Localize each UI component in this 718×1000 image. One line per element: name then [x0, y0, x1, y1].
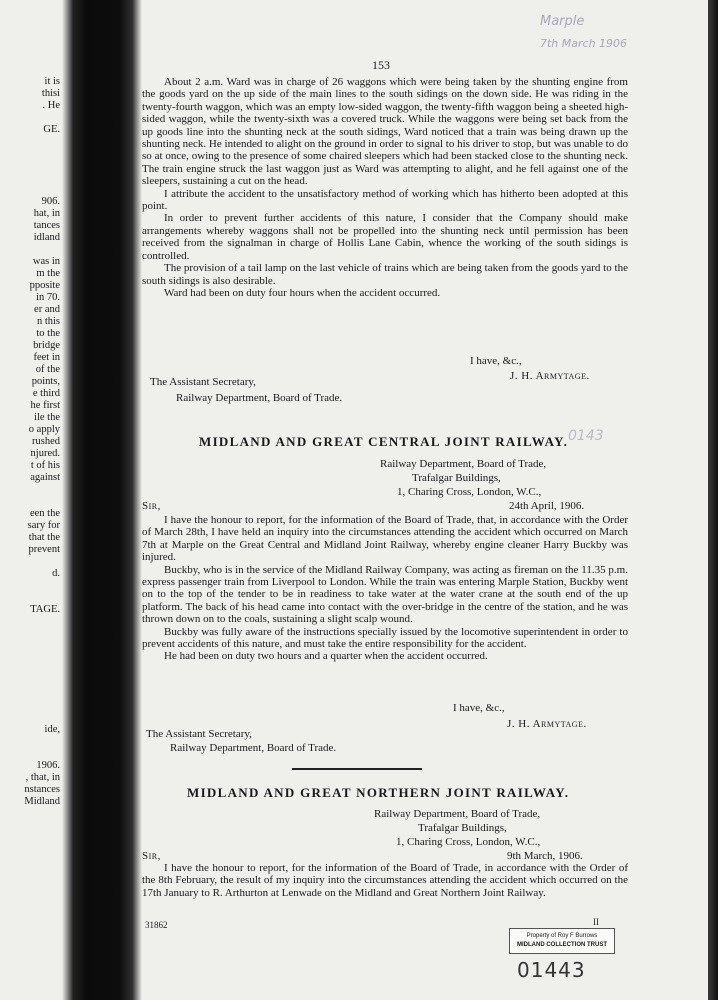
address-line: Railway Department, Board of Trade,: [380, 458, 547, 470]
paragraph: In order to prevent further accidents of this nature, I consider that the Company should make arrangements whereby waggons shall not be propelled into the shunting neck until permission has been received from the signalman in charge of Hollis Lane Cabin, whence the working of the south sidings is controlled.: [142, 212, 628, 262]
binding-shadow: [62, 0, 142, 1000]
margin-fragment: er and: [34, 304, 60, 315]
address-line: Trafalgar Buildings,: [412, 472, 501, 484]
paragraph: Ward had been on duty four hours when the accident occurred.: [164, 286, 441, 299]
margin-fragment: o apply: [28, 424, 60, 435]
stamp-line: Property of Roy F Burrows: [526, 933, 598, 939]
margin-fragment: [0, 640, 60, 652]
paragraph: Buckby was fully aware of the instructions specially issued by the locomotive superintendent in order to prevent accidents of this nature, and must take the entire responsibility for the accident.: [142, 625, 628, 651]
handwritten-place: Marple: [540, 14, 585, 29]
margin-fragment: [0, 676, 60, 688]
second-report-body: [142, 514, 628, 663]
margin-fragment: bridge: [33, 340, 60, 351]
margin-fragment: [0, 484, 60, 496]
section-heading: MIDLAND AND GREAT NORTHERN JOINT RAILWAY.: [187, 785, 570, 800]
margin-fragment: njured.: [30, 448, 60, 459]
salutation: Sir,: [142, 500, 161, 512]
margin-fragment: points,: [31, 376, 60, 387]
margin-fragment: Midland: [24, 796, 60, 807]
address-line: 1, Charing Cross, London, W.C.,: [397, 486, 542, 498]
margin-fragment: [0, 184, 60, 196]
addressee-title: The Assistant Secretary,: [146, 728, 252, 740]
printer-mark: 31862: [145, 920, 168, 930]
margin-fragment: [0, 580, 60, 592]
margin-fragment: sary for: [27, 520, 60, 531]
margin-fragment: pposite: [29, 280, 60, 291]
margin-fragment: n this: [36, 316, 60, 327]
margin-fragment: [0, 160, 60, 172]
third-report-body: [142, 862, 628, 899]
margin-fragment: 906.: [41, 196, 60, 207]
margin-fragment: nstances: [24, 784, 60, 795]
margin-fragment: [0, 496, 60, 508]
signature-mark: II: [593, 917, 599, 927]
closing: I have, &c.,: [470, 355, 522, 367]
page-edge: [708, 0, 718, 1000]
margin-fragment: . He: [42, 100, 60, 111]
address-line: 1, Charing Cross, London, W.C.,: [396, 836, 541, 848]
margin-fragment: [0, 628, 60, 640]
accession-number: 01443: [517, 958, 586, 982]
margin-fragment: een the: [29, 508, 60, 519]
handwritten-date: 7th March 1906: [540, 37, 628, 50]
margin-fragment: [0, 244, 60, 256]
paragraph: Buckby, who is in the service of the Midland Railway Company, was acting as fireman on the 11.35 p.m. express passenger train from Liverpool to London. While the train was entering Marple Station, Buckby went on to the top of the tender to be in readiness to take water at the water crane at the south end of the up platform. The back of his head came into contact with the over-bridge in the centre of the station, and he was thrown down on to the coals, sustaining a slight scalp wound.: [142, 563, 628, 626]
margin-fragment: [0, 148, 60, 160]
margin-fragment: GE.: [43, 124, 60, 135]
margin-fragment: [0, 112, 60, 124]
margin-fragment: [0, 700, 60, 712]
margin-fragment: he first: [30, 400, 60, 411]
signatory: J. H. Armytage.: [510, 370, 590, 382]
signatory: J. H. Armytage.: [507, 718, 587, 730]
addressee-title: The Assistant Secretary,: [150, 376, 256, 388]
margin-fragment: it is: [44, 76, 60, 87]
report-date: 24th April, 1906.: [509, 500, 585, 512]
margin-fragment: [0, 652, 60, 664]
margin-fragment: [0, 736, 60, 748]
margin-fragment: t of his: [30, 460, 60, 471]
margin-fragment: in 70.: [36, 292, 60, 303]
margin-fragment: tances: [33, 220, 60, 231]
report-date: 9th March, 1906.: [507, 850, 583, 862]
margin-fragment: TAGE.: [30, 604, 60, 615]
margin-fragment: , that, in: [25, 772, 60, 783]
address-line: Railway Department, Board of Trade,: [374, 808, 541, 820]
addressee-dept: Railway Department, Board of Trade.: [176, 392, 343, 404]
paragraph: About 2 a.m. Ward was in charge of 26 waggons which were being taken by the shunting engine from the goods yard on the up side of the main lines to the south sidings on the down side. He was riding in the twenty-fourth waggon, which was an empty low-sided waggon, the twenty-fifth waggon being a sheeted high-sided waggon, while the twenty-sixth was a covered truck. While the waggons were being set back from the up goods line into the shunting neck at the south sidings, Ward noticed that a train was being drawn up the shunting neck. He intended to alight on the ground in order to signal to his driver to stop, but was unable to do so at once, owing to the presence of some chaired sleepers which had been stacked close to the shunting neck. The train engine struck the last waggon just as Ward was attempting to alight, and he fell against one of the sleepers, sustaining a cut on the head.: [142, 76, 628, 188]
margin-fragment: thisi: [41, 88, 60, 99]
collection-stamp: [509, 928, 615, 954]
margin-fragment: [0, 592, 60, 604]
margin-fragment: that the: [28, 532, 60, 543]
first-report-body: [142, 76, 628, 299]
margin-fragment: [0, 748, 60, 760]
margin-fragment: d.: [52, 568, 60, 579]
section-divider: [292, 768, 422, 770]
address-line: Trafalgar Buildings,: [418, 822, 507, 834]
margin-fragment: [0, 688, 60, 700]
margin-fragment: [0, 556, 60, 568]
margin-fragment: [0, 712, 60, 724]
closing: I have, &c.,: [453, 702, 505, 714]
margin-fragment: was in: [32, 256, 60, 267]
paragraph: I attribute the accident to the unsatisfactory method of working which has hitherto been adopted at this point.: [142, 187, 628, 213]
margin-fragment: [0, 664, 60, 676]
margin-fragment: 1906.: [36, 760, 60, 771]
margin-fragment: ile the: [34, 412, 60, 423]
handwritten-ref: 0143: [568, 428, 604, 444]
paragraph: The provision of a tail lamp on the last vehicle of trains which are being taken from the goods yard to the south sidings is also desirable.: [142, 262, 628, 287]
margin-fragment: [0, 172, 60, 184]
margin-fragment: of the: [35, 364, 60, 375]
salutation: Sir,: [142, 850, 161, 862]
previous-page-margin: [0, 76, 60, 808]
margin-fragment: rushed: [32, 436, 60, 447]
margin-fragment: prevent: [28, 544, 60, 555]
margin-fragment: to the: [36, 328, 60, 339]
stamp-line: MIDLAND COLLECTION TRUST: [517, 942, 607, 948]
paragraph: He had been on duty two hours and a quarter when the accident occurred.: [164, 650, 488, 663]
margin-fragment: [0, 616, 60, 628]
margin-fragment: [0, 136, 60, 148]
margin-fragment: feet in: [33, 352, 60, 363]
addressee-dept: Railway Department, Board of Trade.: [170, 742, 337, 754]
margin-fragment: against: [30, 472, 60, 483]
margin-fragment: e third: [32, 388, 60, 399]
paragraph: I have the honour to report, for the information of the Board of Trade, in accordance with the Order of the 8th February, the result of my inquiry into the circumstances attending the accident which occurred on the 17th January to R. Arthurton at Lenwade on the Midland and Great Northern Joint Railway.: [142, 862, 628, 899]
margin-fragment: idland: [33, 232, 60, 243]
margin-fragment: m the: [36, 268, 60, 279]
margin-fragment: ide,: [44, 724, 60, 735]
margin-fragment: hat, in: [33, 208, 60, 219]
section-heading: MIDLAND AND GREAT CENTRAL JOINT RAILWAY.: [199, 434, 569, 449]
paragraph: I have the honour to report, for the information of the Board of Trade, that, in accordance with the Order of March 28th, I have held an inquiry into the circumstances attending the accident which occurred on March 7th at Marple on the Great Central and Midland Joint Railway, whereby engine cleaner Harry Buckby was injured.: [142, 514, 628, 564]
page-number: 153: [372, 58, 390, 72]
